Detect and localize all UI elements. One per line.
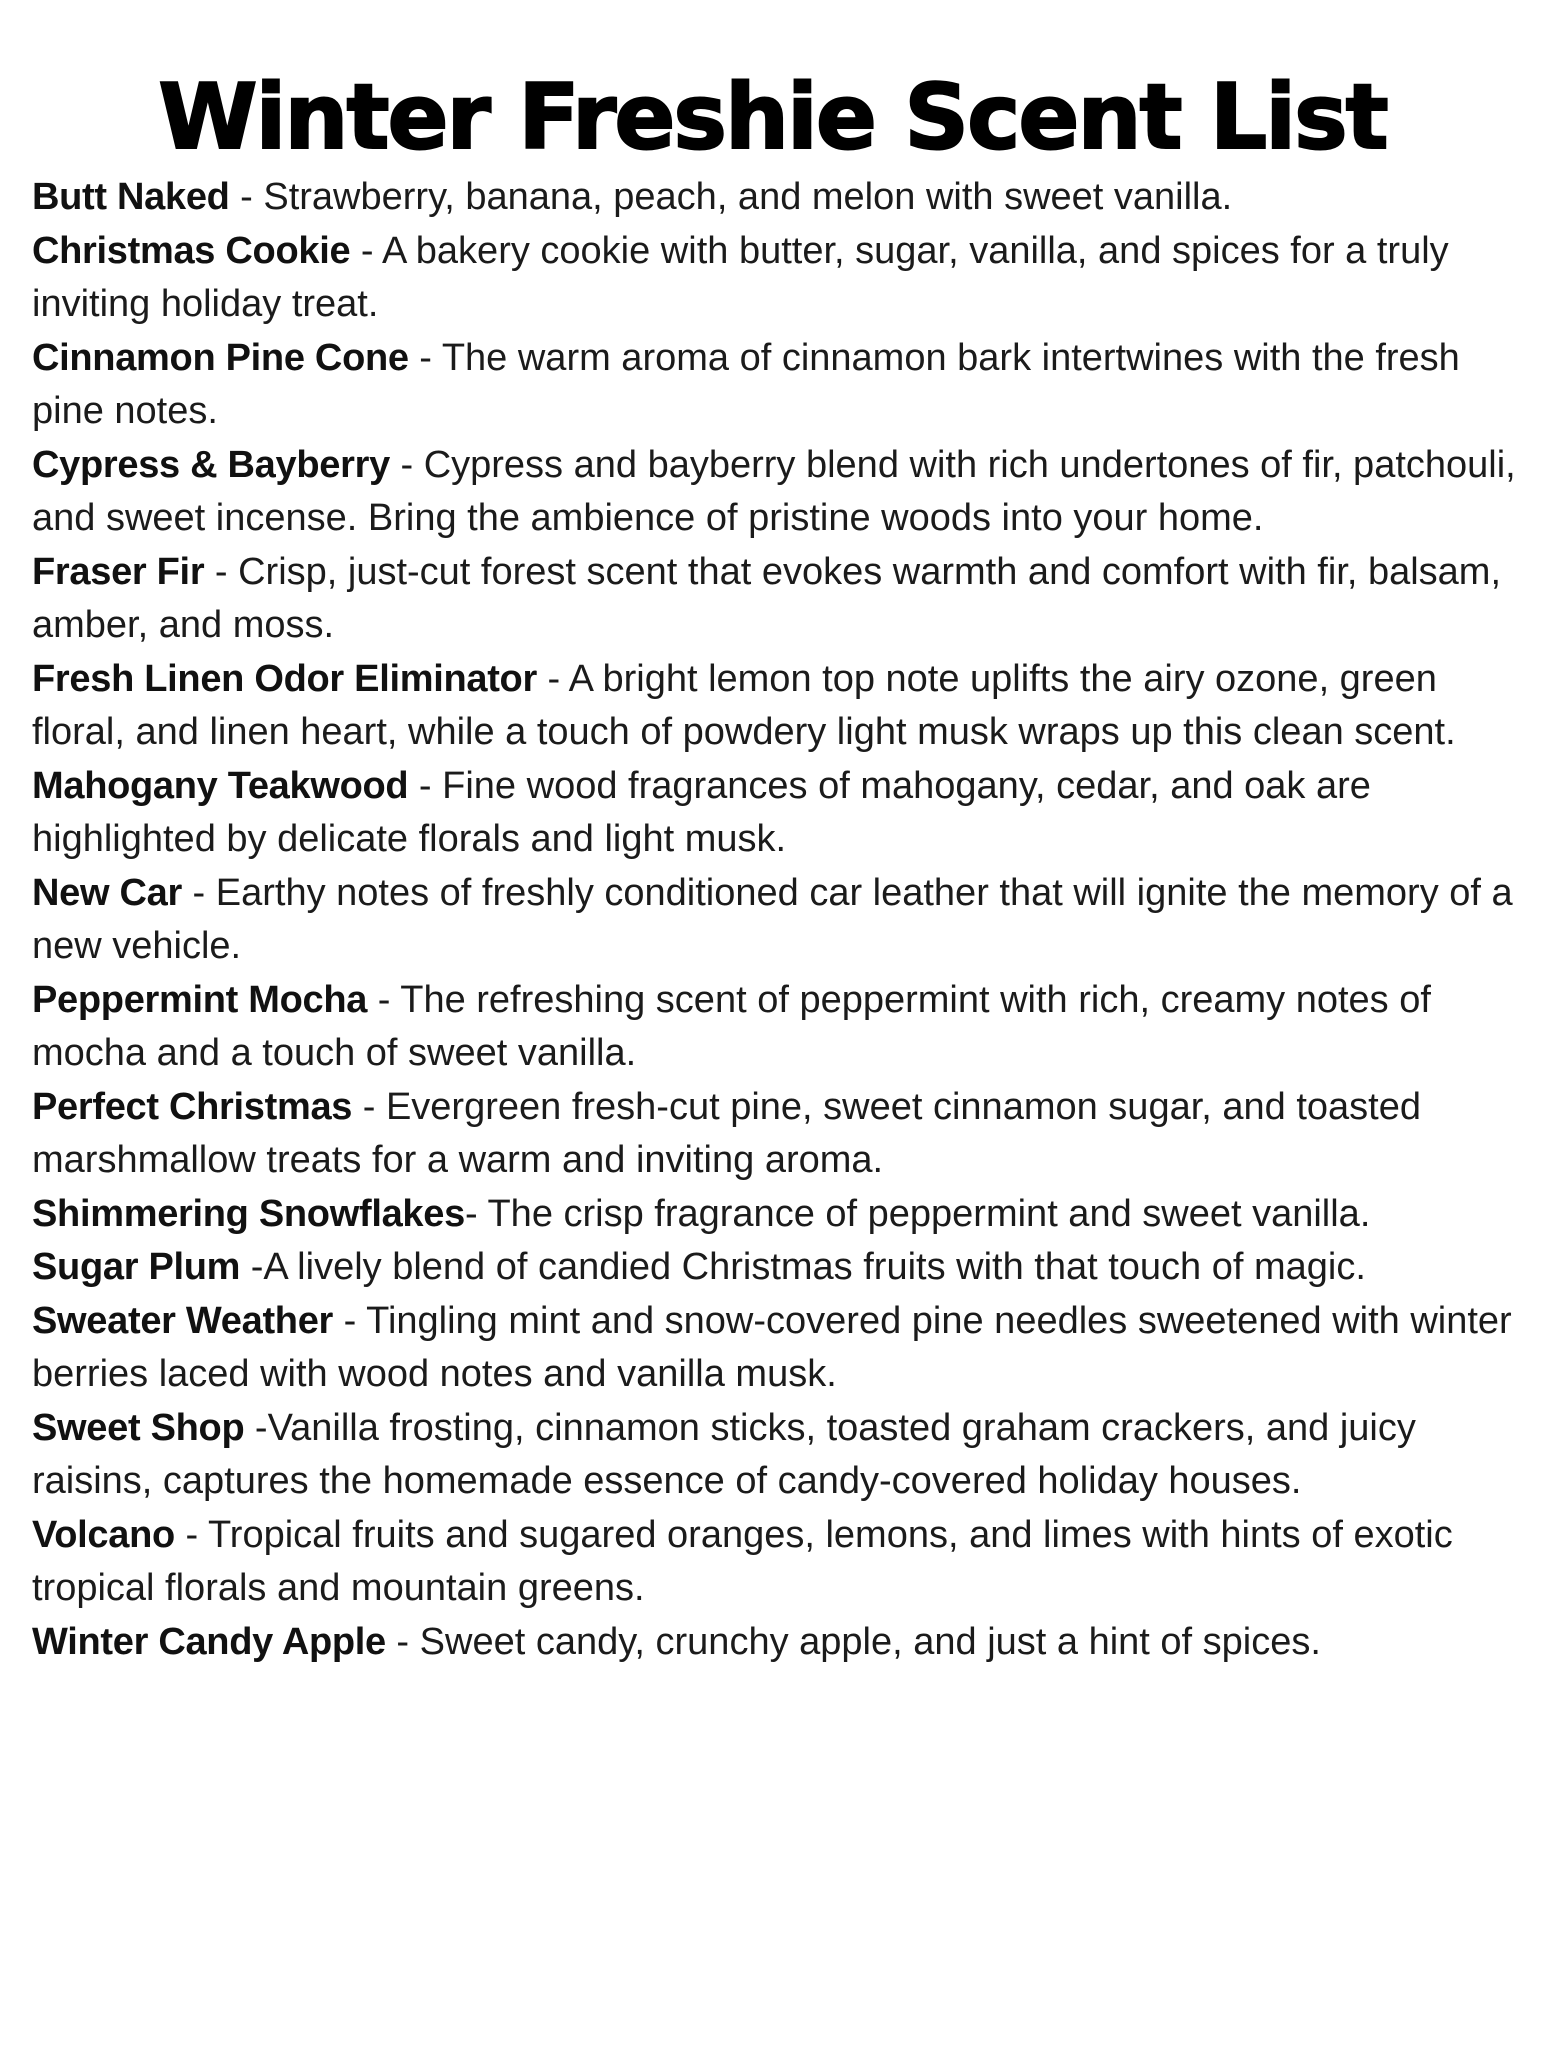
scent-separator: - [389,443,424,486]
scent-name: Mahogany Teakwood [32,764,409,807]
scent-name: Fresh Linen Odor Eliminator [32,657,537,700]
scent-name: Sweater Weather [32,1299,334,1342]
scent-separator: - [464,1192,488,1235]
scent-separator: - [350,229,382,272]
scent-description: A lively blend of candied Christmas fruits with that touch of magic. [263,1246,1366,1288]
scent-entry [32,1081,1521,1188]
scent-description: The crisp fragrance of peppermint and sweet vanilla. [487,1192,1371,1235]
scent-description: Vanilla frosting, cinnamon sticks, toasted graham crackers, and juicy raisins, captures the homemade essence of candy-covered holiday houses. [32,1406,1416,1502]
scent-description: Strawberry, banana, peach, and melon with sweet vanilla. [263,176,1233,218]
scent-name: Sugar Plum [32,1246,241,1288]
scent-name: Butt Naked [32,176,230,218]
scent-name: Shimmering Snowflakes [32,1192,465,1235]
scent-separator: - [536,657,569,700]
scent-name: Sweet Shop [32,1406,245,1449]
document-page [0,65,1545,2068]
scent-description: Crisp, just-cut forest scent that evokes warmth and comfort with fir, balsam, amber, and moss. [32,550,1501,646]
scent-separator: - [181,871,216,914]
scent-description: Tingling mint and snow-covered pine needles sweetened with winter berries laced with wood notes and vanilla musk. [32,1299,1512,1395]
scent-separator: - [229,176,264,218]
scent-entry [32,867,1521,974]
scent-description: The refreshing scent of peppermint with rich, creamy notes of mocha and a touch of sweet vanilla. [32,978,1431,1074]
scent-separator: - [240,1246,264,1288]
scent-separator: - [408,336,442,379]
scent-entry [32,225,1521,332]
scent-entry [32,171,1521,225]
scent-description: The warm aroma of cinnamon bark intertwines with the fresh pine notes. [32,336,1460,432]
scent-entry [32,760,1521,867]
scent-entry [32,1295,1521,1402]
scent-separator: - [174,1513,208,1556]
scent-description: Fine wood fragrances of mahogany, cedar, and oak are highlighted by delicate florals and light musk. [32,764,1371,860]
scent-separator: - [408,764,443,807]
scent-entry [32,974,1521,1081]
scent-name: Perfect Christmas [32,1085,353,1128]
page-title: Winter Freshie Scent List [158,65,1387,170]
scent-entry [32,1509,1521,1616]
scent-name: Volcano [32,1513,175,1556]
scent-description: Tropical fruits and sugared oranges, lemons, and limes with hints of exotic tropical florals and mountain greens. [32,1513,1453,1609]
scent-entry [32,1402,1521,1509]
scent-description: Earthy notes of freshly conditioned car leather that will ignite the memory of a new vehicle. [32,871,1513,967]
scent-description: Sweet candy, crunchy apple, and just a hint of spices. [419,1620,1321,1663]
scent-description: Cypress and bayberry blend with rich undertones of fir, patchouli, and sweet incense. Bring the ambience of pristine woods into your home. [32,443,1516,539]
scent-description: A bright lemon top note uplifts the airy ozone, green floral, and linen heart, while a touch of powdery light musk wraps up this clean scent. [32,657,1456,753]
scent-description: A bakery cookie with butter, sugar, vanilla, and spices for a truly inviting holiday treat. [32,229,1449,325]
scent-entry [32,1188,1521,1242]
scent-name: Peppermint Mocha [32,978,368,1021]
scent-separator: - [204,550,239,593]
scent-entry [32,332,1521,439]
scent-list [0,171,1545,1669]
scent-entry [32,439,1521,546]
scent-separator: - [385,1620,420,1663]
scent-separator: - [244,1406,268,1449]
scent-name: Cinnamon Pine Cone [32,336,409,379]
scent-separator: - [352,1085,386,1128]
scent-entry [32,1241,1521,1295]
scent-name: Winter Candy Apple [32,1620,386,1663]
scent-separator: - [367,978,401,1021]
scent-entry [32,1616,1521,1670]
scent-description: Evergreen fresh-cut pine, sweet cinnamon sugar, and toasted marshmallow treats for a warm and inviting aroma. [32,1085,1421,1181]
scent-entry [32,653,1521,760]
scent-separator: - [333,1299,367,1342]
scent-name: New Car [32,871,182,914]
scent-name: Christmas Cookie [32,229,351,272]
scent-name: Fraser Fir [32,550,205,593]
scent-name: Cypress & Bayberry [32,443,390,486]
scent-entry [32,546,1521,653]
